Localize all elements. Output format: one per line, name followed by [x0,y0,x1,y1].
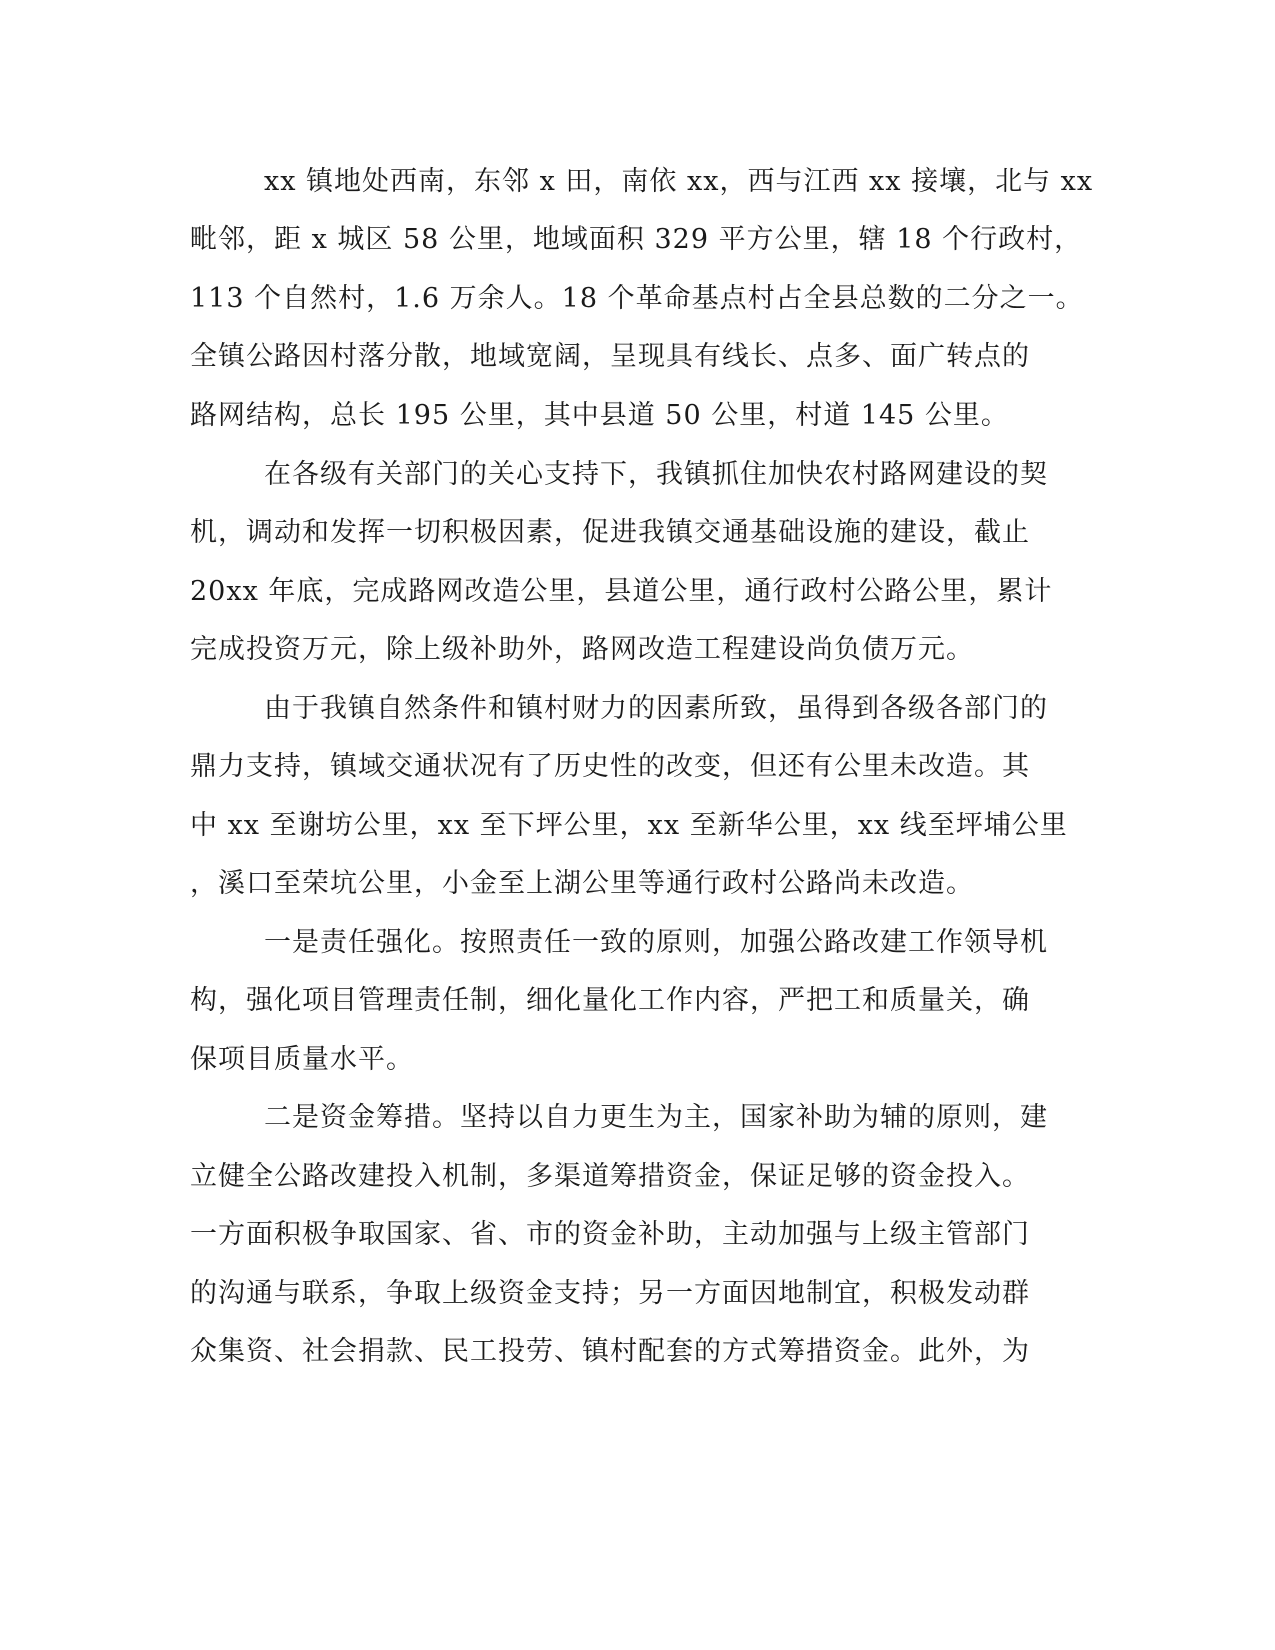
paragraph-4-line-3: 保项目质量水平。 [190,1044,414,1075]
paragraph-3-line-2: 鼎力支持，镇域交通状况有了历史性的改变，但还有公里未改造。其 [190,751,1030,782]
paragraph-5-line-2: 立健全公路改建投入机制，多渠道筹措资金，保证足够的资金投入。 [190,1161,1030,1192]
paragraph-2-line-1: 在各级有关部门的关心支持下，我镇抓住加快农村路网建设的契 [264,459,1048,490]
paragraph-1-line-2: 毗邻，距 x 城区 58 公里，地域面积 329 平方公里，辖 18 个行政村， [190,224,1083,255]
paragraph-3-line-3: 中 xx 至谢坊公里，xx 至下坪公里，xx 至新华公里，xx 线至坪埔公里 [190,810,1068,841]
paragraph-5-line-1: 二是资金筹措。坚持以自力更生为主，国家补助为辅的原则，建 [264,1102,1048,1133]
paragraph-2-line-4: 完成投资万元，除上级补助外，路网改造工程建设尚负债万元。 [190,634,974,665]
paragraph-4-line-1: 一是责任强化。按照责任一致的原则，加强公路改建工作领导机 [264,927,1048,958]
paragraph-1-line-4: 全镇公路因村落分散，地域宽阔，呈现具有线长、点多、面广转点的 [190,341,1030,372]
paragraph-1-line-1: xx 镇地处西南，东邻 x 田，南依 xx，西与江西 xx 接壤，北与 xx [264,166,1094,197]
paragraph-1-line-5: 路网结构，总长 195 公里，其中县道 50 公里，村道 145 公里。 [190,400,1009,431]
paragraph-5-line-5: 众集资、社会捐款、民工投劳、镇村配套的方式筹措资金。此外，为 [190,1336,1030,1367]
paragraph-5-line-4: 的沟通与联系，争取上级资金支持；另一方面因地制宜，积极发动群 [190,1278,1030,1309]
paragraph-2-line-3: 20xx 年底，完成路网改造公里，县道公里，通行政村公路公里，累计 [190,576,1053,607]
paragraph-5-line-3: 一方面积极争取国家、省、市的资金补助，主动加强与上级主管部门 [190,1219,1030,1250]
paragraph-2-line-2: 机，调动和发挥一切积极因素，促进我镇交通基础设施的建设，截止 [190,517,1030,548]
paragraph-3-line-1: 由于我镇自然条件和镇村财力的因素所致，虽得到各级各部门的 [264,693,1048,724]
paragraph-4-line-2: 构，强化项目管理责任制，细化量化工作内容，严把工和质量关，确 [190,985,1030,1016]
paragraph-3-line-4: ，溪口至荣坑公里，小金至上湖公里等通行政村公路尚未改造。 [190,868,974,899]
paragraph-1-line-3: 113 个自然村，1.6 万余人。18 个革命基点村占全县总数的二分之一。 [190,283,1084,314]
